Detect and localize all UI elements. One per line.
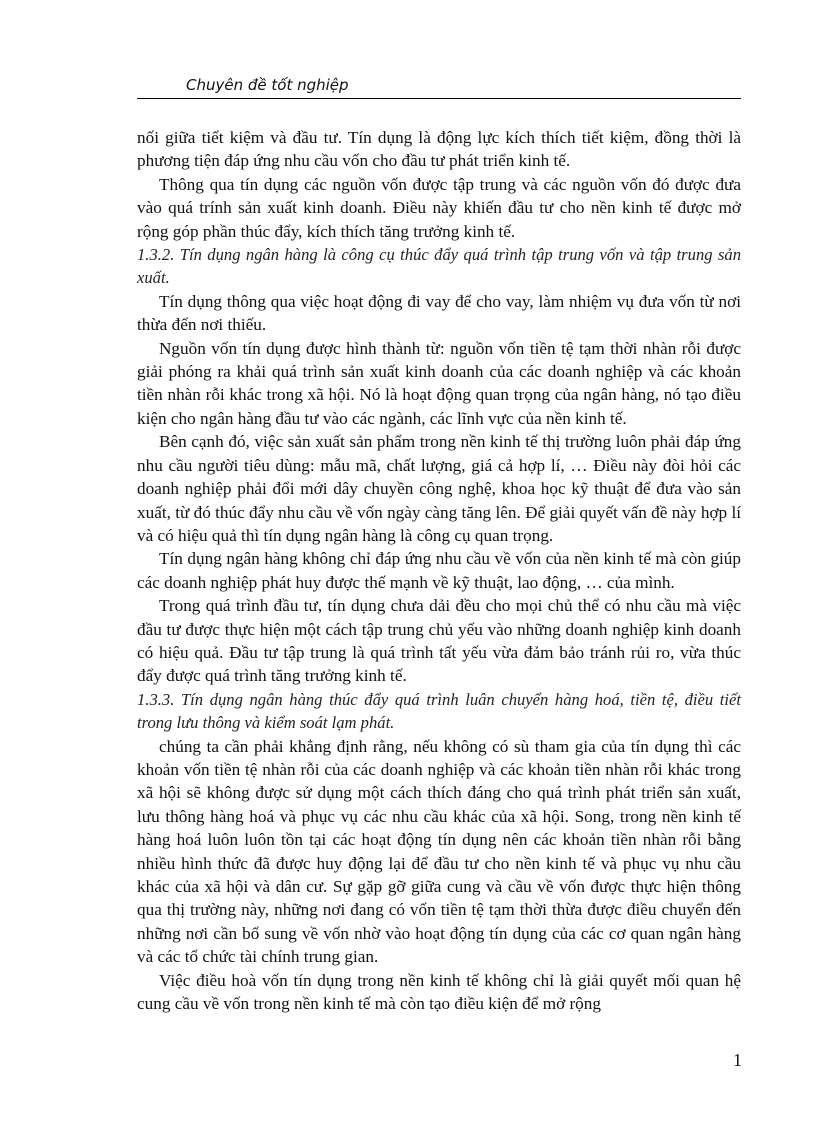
paragraph: Bên cạnh đó, việc sản xuất sản phẩm trong nền kinh tế thị trường luôn phải đáp ứng nhu cầu người tiêu dùng: mẫu mã, chất lượng, giá cả hợp lí, … Điều này đòi hỏi các doanh nghiệp phải đổi mới dây chuyền công nghệ, khoa học kỹ thuật để đưa vào sản xuất, từ đó thúc đẩy nhu cầu về vốn ngày càng tăng lên. Để giải quyết vấn đề này hợp lí và có hiệu quả thì tín dụng ngân hàng là công cụ quan trọng. [137, 432, 741, 545]
paragraph: Nguồn vốn tín dụng được hình thành từ: nguồn vốn tiền tệ tạm thời nhàn rỗi được giải phóng ra khải quá trình sản xuất kinh doanh của các doanh nghiệp và các khoản tiền nhàn rỗi khác trong xã hội. Nó là hoạt động quan trọng của ngân hàng, nó tạo điều kiện cho ngân hàng đầu tư vào các ngành, các lĩnh vực của nền kinh tế. [137, 338, 741, 428]
page-number: 1 [733, 1050, 742, 1070]
paragraph: nối giữa tiết kiệm và đầu tư. Tín dụng là động lực kích thích tiết kiệm, đồng thời là phương tiện đáp ứng nhu cầu vốn cho đầu tư phát triển kinh tế. [137, 128, 741, 171]
paragraph: Trong quá trình đầu tư, tín dụng chưa dải đều cho mọi chủ thể có nhu cầu mà việc đầu tư được thực hiện một cách tập trung chủ yếu vào những doanh nghiệp kinh doanh có hiệu quả. Đầu tư tập trung là quá trình tất yếu vừa đảm bảo tránh rủi ro, vừa thúc đẩy được quá trình tăng trưởng kinh tế. [137, 596, 741, 686]
paragraph: Tín dụng ngân hàng không chỉ đáp ứng nhu cầu về vốn của nền kinh tế mà còn giúp các doanh nghiệp phát huy được thế mạnh về kỹ thuật, lao động, … của mình. [137, 549, 741, 592]
body-text [137, 126, 741, 1015]
section-heading-1-3-2: 1.3.2. Tín dụng ngân hàng là công cụ thúc đẩy quá trình tập trung vốn và tập trung sản xuất. [137, 245, 741, 288]
paragraph: Tín dụng thông qua việc hoạt động đi vay để cho vay, làm nhiệm vụ đưa vốn từ nơi thừa đến nơi thiếu. [137, 291, 741, 335]
paragraph: Thông qua tín dụng các nguồn vốn được tập trung và các nguồn vốn đó được đưa vào quá trính sản xuất kinh doanh. Điều này khiến đầu tư cho nền kinh tế được mở rộng góp phần thúc đẩy, kích thích tăng trưởng kinh tế. [137, 174, 741, 241]
section-heading-1-3-3: 1.3.3. Tín dụng ngân hàng thúc đẩy quá trình luân chuyển hàng hoá, tiền tệ, điều tiết trong lưu thông và kiểm soát lạm phát. [137, 689, 741, 733]
paragraph: Việc điều hoà vốn tín dụng trong nền kinh tế không chỉ là giải quyết mối quan hệ cung cầu về vốn trong nền kinh tế mà còn tạo điều kiện để mở rộng [137, 970, 741, 1014]
header-divider [137, 98, 741, 99]
paragraph: chúng ta cần phải khẳng định rằng, nếu không có sù tham gia của tín dụng thì các khoản vốn tiền tệ nhàn rỗi của các doanh nghiệp và các khoản tiền nhàn rỗi khác trong xã hội sẽ không được sử dụng một cách thích đáng cho quá trình phát triển sản xuất, lưu thông hàng hoá và phục vụ các nhu cầu khác của xã hội. Song, trong nền kinh tế hàng hoá luôn luôn tồn tại các hoạt động tín dụng nên các khoản tiền nhàn rỗi bằng nhiều hình thức đã được huy động lại để đầu tư cho nền kinh tế và phục vụ nhu cầu khác của xã hội và dân cư. Sự gặp gỡ giữa cung và cầu về vốn được thực hiện thông qua thị trường này, những nơi đang có vốn tiền tệ tạm thời thừa được điều chuyển đến những nơi cần bổ sung về vốn nhờ vào hoạt động tín dụng của các cơ quan ngân hàng và các tổ chức tài chính trung gian. [137, 736, 741, 967]
running-header: Chuyên đề tốt nghiệp [186, 76, 349, 94]
